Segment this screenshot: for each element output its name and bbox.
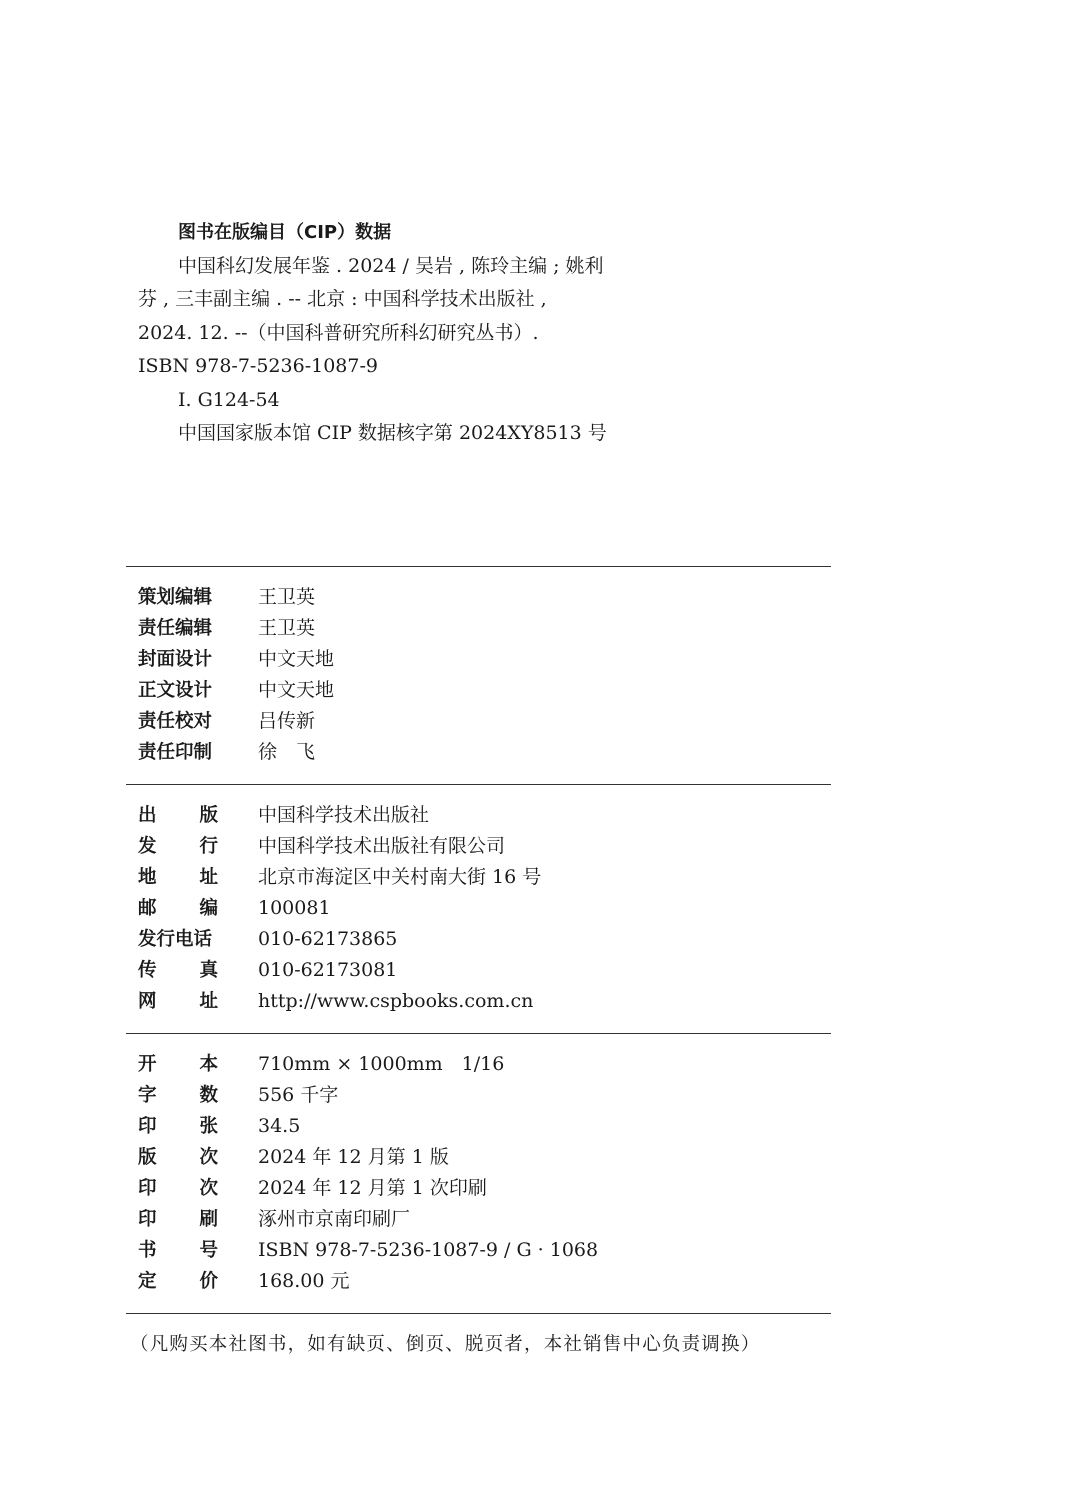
label-char: 次 — [199, 1147, 218, 1168]
spec-value: 涿州市京南印刷厂 — [258, 1208, 411, 1230]
spec-value: ISBN 978-7-5236-1087-9 / G · 1068 — [258, 1239, 599, 1261]
credit-label: 正文设计 — [138, 680, 213, 701]
spec-value: 710mm × 1000mm 1/16 — [258, 1053, 505, 1075]
divider-rule — [126, 1313, 831, 1314]
cip-block — [138, 216, 618, 451]
label-char: 印 — [138, 1116, 157, 1137]
credit-row — [138, 613, 818, 644]
label-char: 出 — [138, 805, 157, 826]
label-char: 印 — [138, 1209, 157, 1230]
cip-line-isbn: ISBN 978-7-5236-1087-9 — [138, 355, 378, 377]
spec-value: 2024 年 12 月第 1 次印刷 — [258, 1177, 487, 1199]
credit-value: 王卫英 — [258, 617, 316, 639]
spec-label — [138, 1080, 218, 1111]
spec-row — [138, 1173, 818, 1204]
credit-row — [138, 737, 818, 768]
divider-rule — [126, 1033, 831, 1034]
publisher-row — [138, 986, 818, 1017]
spec-label — [138, 1049, 218, 1080]
publisher-value: 北京市海淀区中关村南大街 16 号 — [258, 866, 542, 888]
publisher-label — [138, 800, 218, 831]
credit-value: 中文天地 — [258, 679, 335, 701]
label-char: 印 — [138, 1178, 157, 1199]
spec-row — [138, 1266, 818, 1297]
label-char: 传 — [138, 960, 157, 981]
spec-label — [138, 1266, 218, 1297]
label-char: 字 — [138, 1085, 157, 1106]
publisher-value: 中国科学技术出版社有限公司 — [258, 835, 506, 857]
divider-rule — [126, 784, 831, 785]
publisher-row — [138, 831, 818, 862]
credit-label: 责任印制 — [138, 742, 213, 763]
publisher-row — [138, 924, 818, 955]
publisher-value: 中国科学技术出版社 — [258, 804, 430, 826]
spec-row — [138, 1142, 818, 1173]
label-char: 版 — [199, 805, 218, 826]
publisher-value: 010-62173081 — [258, 959, 398, 981]
cip-line-series: 2024. 12. --（中国科普研究所科幻研究丛书）. — [138, 321, 539, 344]
label-char: 刷 — [199, 1209, 218, 1230]
label-char: 次 — [199, 1178, 218, 1199]
spec-label — [138, 1173, 218, 1204]
publisher-label — [138, 862, 218, 893]
spec-label — [138, 1111, 218, 1142]
publisher-row — [138, 893, 818, 924]
spec-value: 34.5 — [258, 1115, 301, 1137]
credit-row — [138, 582, 818, 613]
editors-block — [138, 582, 818, 768]
credit-row — [138, 644, 818, 675]
specs-block — [138, 1049, 818, 1297]
spec-label — [138, 1235, 218, 1266]
credit-row — [138, 706, 818, 737]
credit-label: 策划编辑 — [138, 587, 213, 608]
label-char: 数 — [199, 1085, 218, 1106]
spec-row — [138, 1204, 818, 1235]
cip-line-classification: Ⅰ. G124-54 — [178, 388, 280, 411]
publisher-value: 010-62173865 — [258, 928, 398, 950]
label-char: 址 — [199, 867, 218, 888]
credit-label: 封面设计 — [138, 649, 213, 670]
credit-value: 中文天地 — [258, 648, 335, 670]
cip-line-title-editors: 中国科幻发展年鉴 . 2024 / 吴岩 , 陈玲主编 ; 姚利 — [178, 254, 604, 277]
spec-label — [138, 1142, 218, 1173]
label-char: 张 — [199, 1116, 218, 1137]
spec-value: 556 千字 — [258, 1084, 339, 1106]
spec-value: 2024 年 12 月第 1 版 — [258, 1146, 449, 1168]
label-char: 本 — [199, 1054, 218, 1075]
replacement-notice: （凡购买本社图书，如有缺页、倒页、脱页者，本社销售中心负责调换） — [130, 1334, 761, 1355]
label-char: 编 — [199, 898, 218, 919]
publisher-website: http://www.cspbooks.com.cn — [258, 990, 534, 1012]
spec-row — [138, 1111, 818, 1142]
credit-value: 吕传新 — [258, 710, 316, 732]
label-char: 号 — [199, 1240, 218, 1261]
publisher-row — [138, 862, 818, 893]
spec-row — [138, 1049, 818, 1080]
credit-label: 责任校对 — [138, 711, 213, 732]
publisher-label — [138, 986, 218, 1017]
spec-label — [138, 1204, 218, 1235]
credit-row — [138, 675, 818, 706]
publisher-row — [138, 800, 818, 831]
cip-line-cip-number: 中国国家版本馆 CIP 数据核字第 2024XY8513 号 — [178, 422, 607, 444]
publisher-label: 发行电话 — [138, 929, 213, 950]
label-char: 发 — [138, 836, 157, 857]
publisher-label — [138, 893, 218, 924]
divider-rule — [126, 566, 831, 567]
label-char: 网 — [138, 991, 157, 1012]
label-char: 定 — [138, 1271, 157, 1292]
publisher-block — [138, 800, 818, 1017]
label-char: 版 — [138, 1147, 157, 1168]
label-char: 价 — [199, 1271, 218, 1292]
publisher-label — [138, 955, 218, 986]
publisher-label — [138, 831, 218, 862]
label-char: 书 — [138, 1240, 157, 1261]
cip-line-deputy-editors: 芬 , 三丰副主编 . -- 北京 : 中国科学技术出版社 , — [138, 288, 547, 310]
cip-title: 图书在版编目（CIP）数据 — [178, 222, 392, 243]
label-char: 邮 — [138, 898, 157, 919]
publisher-row — [138, 955, 818, 986]
spec-row — [138, 1235, 818, 1266]
credit-value: 王卫英 — [258, 586, 316, 608]
label-char: 真 — [199, 960, 218, 981]
label-char: 址 — [199, 991, 218, 1012]
spec-row — [138, 1080, 818, 1111]
label-char: 行 — [199, 836, 218, 857]
credit-label: 责任编辑 — [138, 618, 213, 639]
spec-value: 168.00 元 — [258, 1270, 350, 1292]
credit-value: 徐 飞 — [258, 741, 316, 763]
label-char: 开 — [138, 1054, 157, 1075]
label-char: 地 — [138, 867, 157, 888]
publisher-value: 100081 — [258, 897, 331, 919]
